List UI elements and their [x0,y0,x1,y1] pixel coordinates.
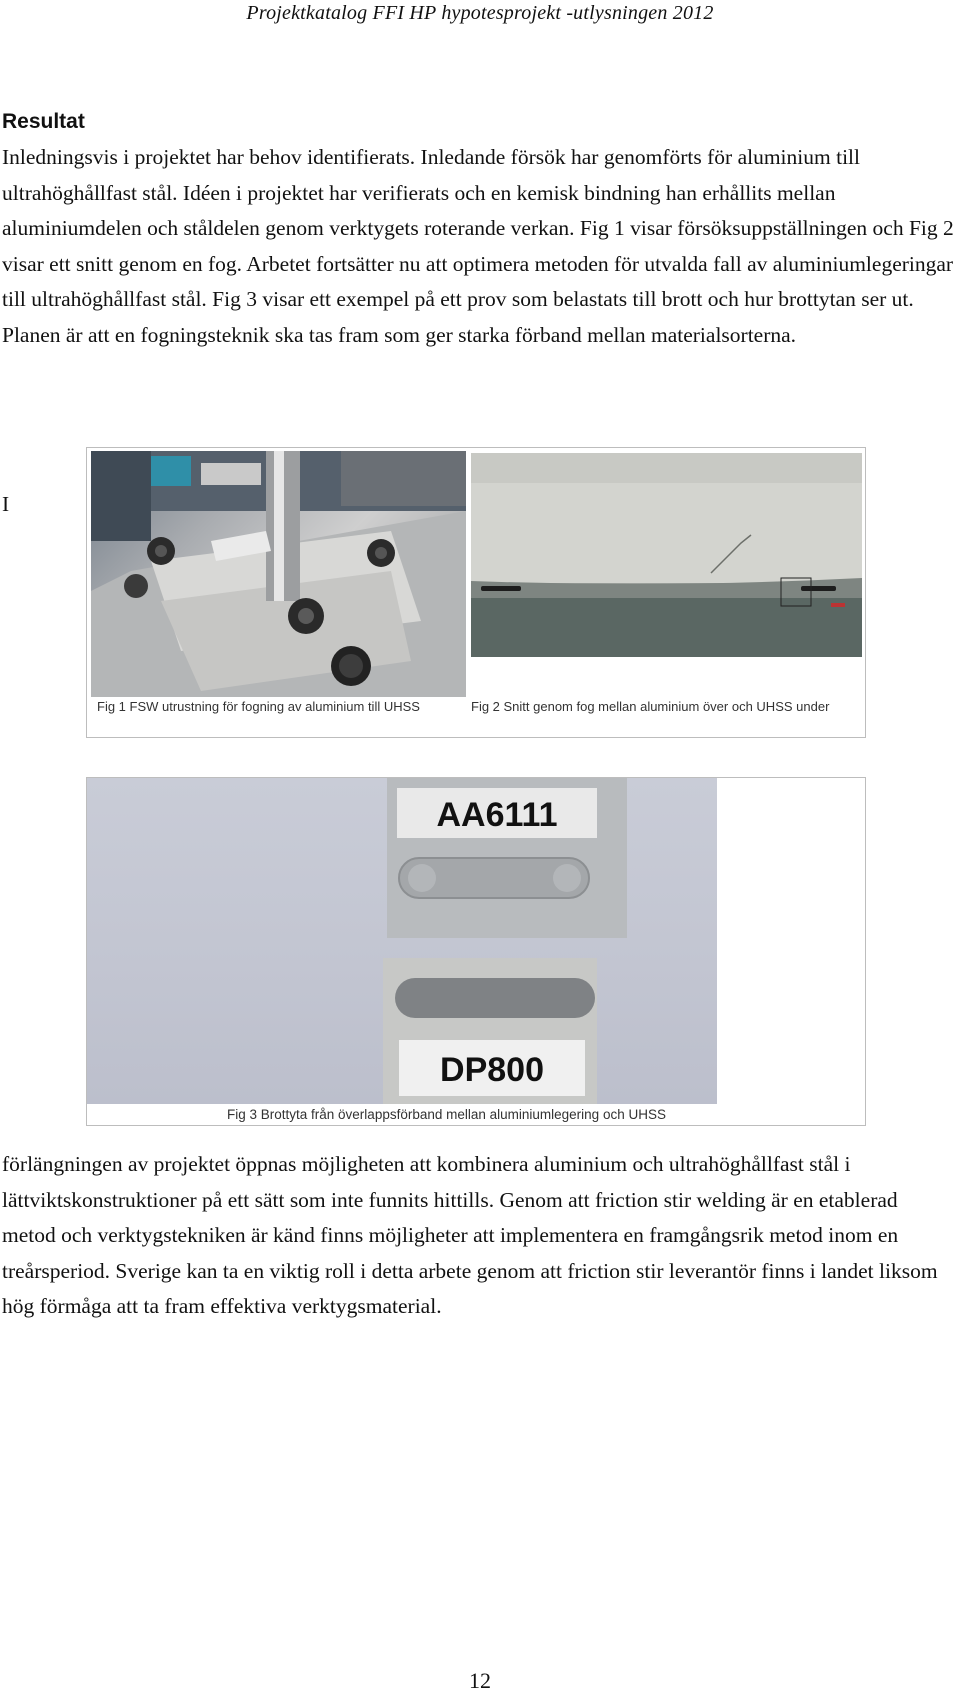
fracture-surface-photo [87,778,717,1104]
section-heading: Resultat [2,110,85,133]
figure-1-caption: Fig 1 FSW utrustning för fogning av aluminium till UHSS [97,699,420,714]
figure-3-caption: Fig 3 Brottyta från överlappsförband mellan aluminiumlegering och UHSS [227,1107,666,1122]
body-paragraph-2: förlängningen av projektet öppnas möjligheten att kombinera aluminium och ultrahöghållfast stål i lättviktskonstruktioner på ett sätt som inte funnits hittills. Genom att friction stir welding är en etablerad metod och verktygstekniken är känd finns möjligheter att implementera en framgångsrik metod inom en treårsperiod. Sverige kan ta en viktig roll i detta arbete genom att friction stir leverantör finns i landet liksom hög förmåga att ta fram effektiva verktygsmaterial. [2,1152,938,1319]
label-dp800: DP800 [440,1051,544,1089]
body-paragraph-1: Inledningsvis i projektet har behov identifierats. Inledande försök har genomförts för aluminium till ultrahöghållfast stål. Idéen i projektet har verifierats och en kemisk bindning han erhållits mellan aluminiumdelen och ståldelen genom verktygets roterande verkan. Fig 1 visar försöksuppställningen och Fig 2 visar ett snitt genom en fog. Arbetet fortsätter nu att optimera metoden för utvalda fall av aluminiumlegeringar till ultrahöghållfast stål. Fig 3 visar ett exempel på ett prov som belastats till brott och hur brottytan ser ut. Planen är att en fogningsteknik ska tas fram som ger starka förband mellan materialsorterna. [2,145,954,347]
fsw-equipment-illustration [91,451,466,697]
weld-cross-section-photo [471,453,862,657]
figure-3 [86,777,866,1126]
running-header: Projektkatalog FFI HP hypotesprojekt -utlysningen 2012 [246,2,714,24]
figure-row-1-2 [86,447,866,738]
figure-2-caption: Fig 2 Snitt genom fog mellan aluminium över och UHSS under [471,699,830,714]
stray-glyph: I [2,492,10,516]
fracture-specimens-illustration [87,778,717,1104]
label-aa6111: AA6111 [436,796,558,834]
page-number: 12 [469,1668,491,1693]
weld-cross-section-illustration [471,453,862,657]
fsw-equipment-photo [91,451,466,697]
